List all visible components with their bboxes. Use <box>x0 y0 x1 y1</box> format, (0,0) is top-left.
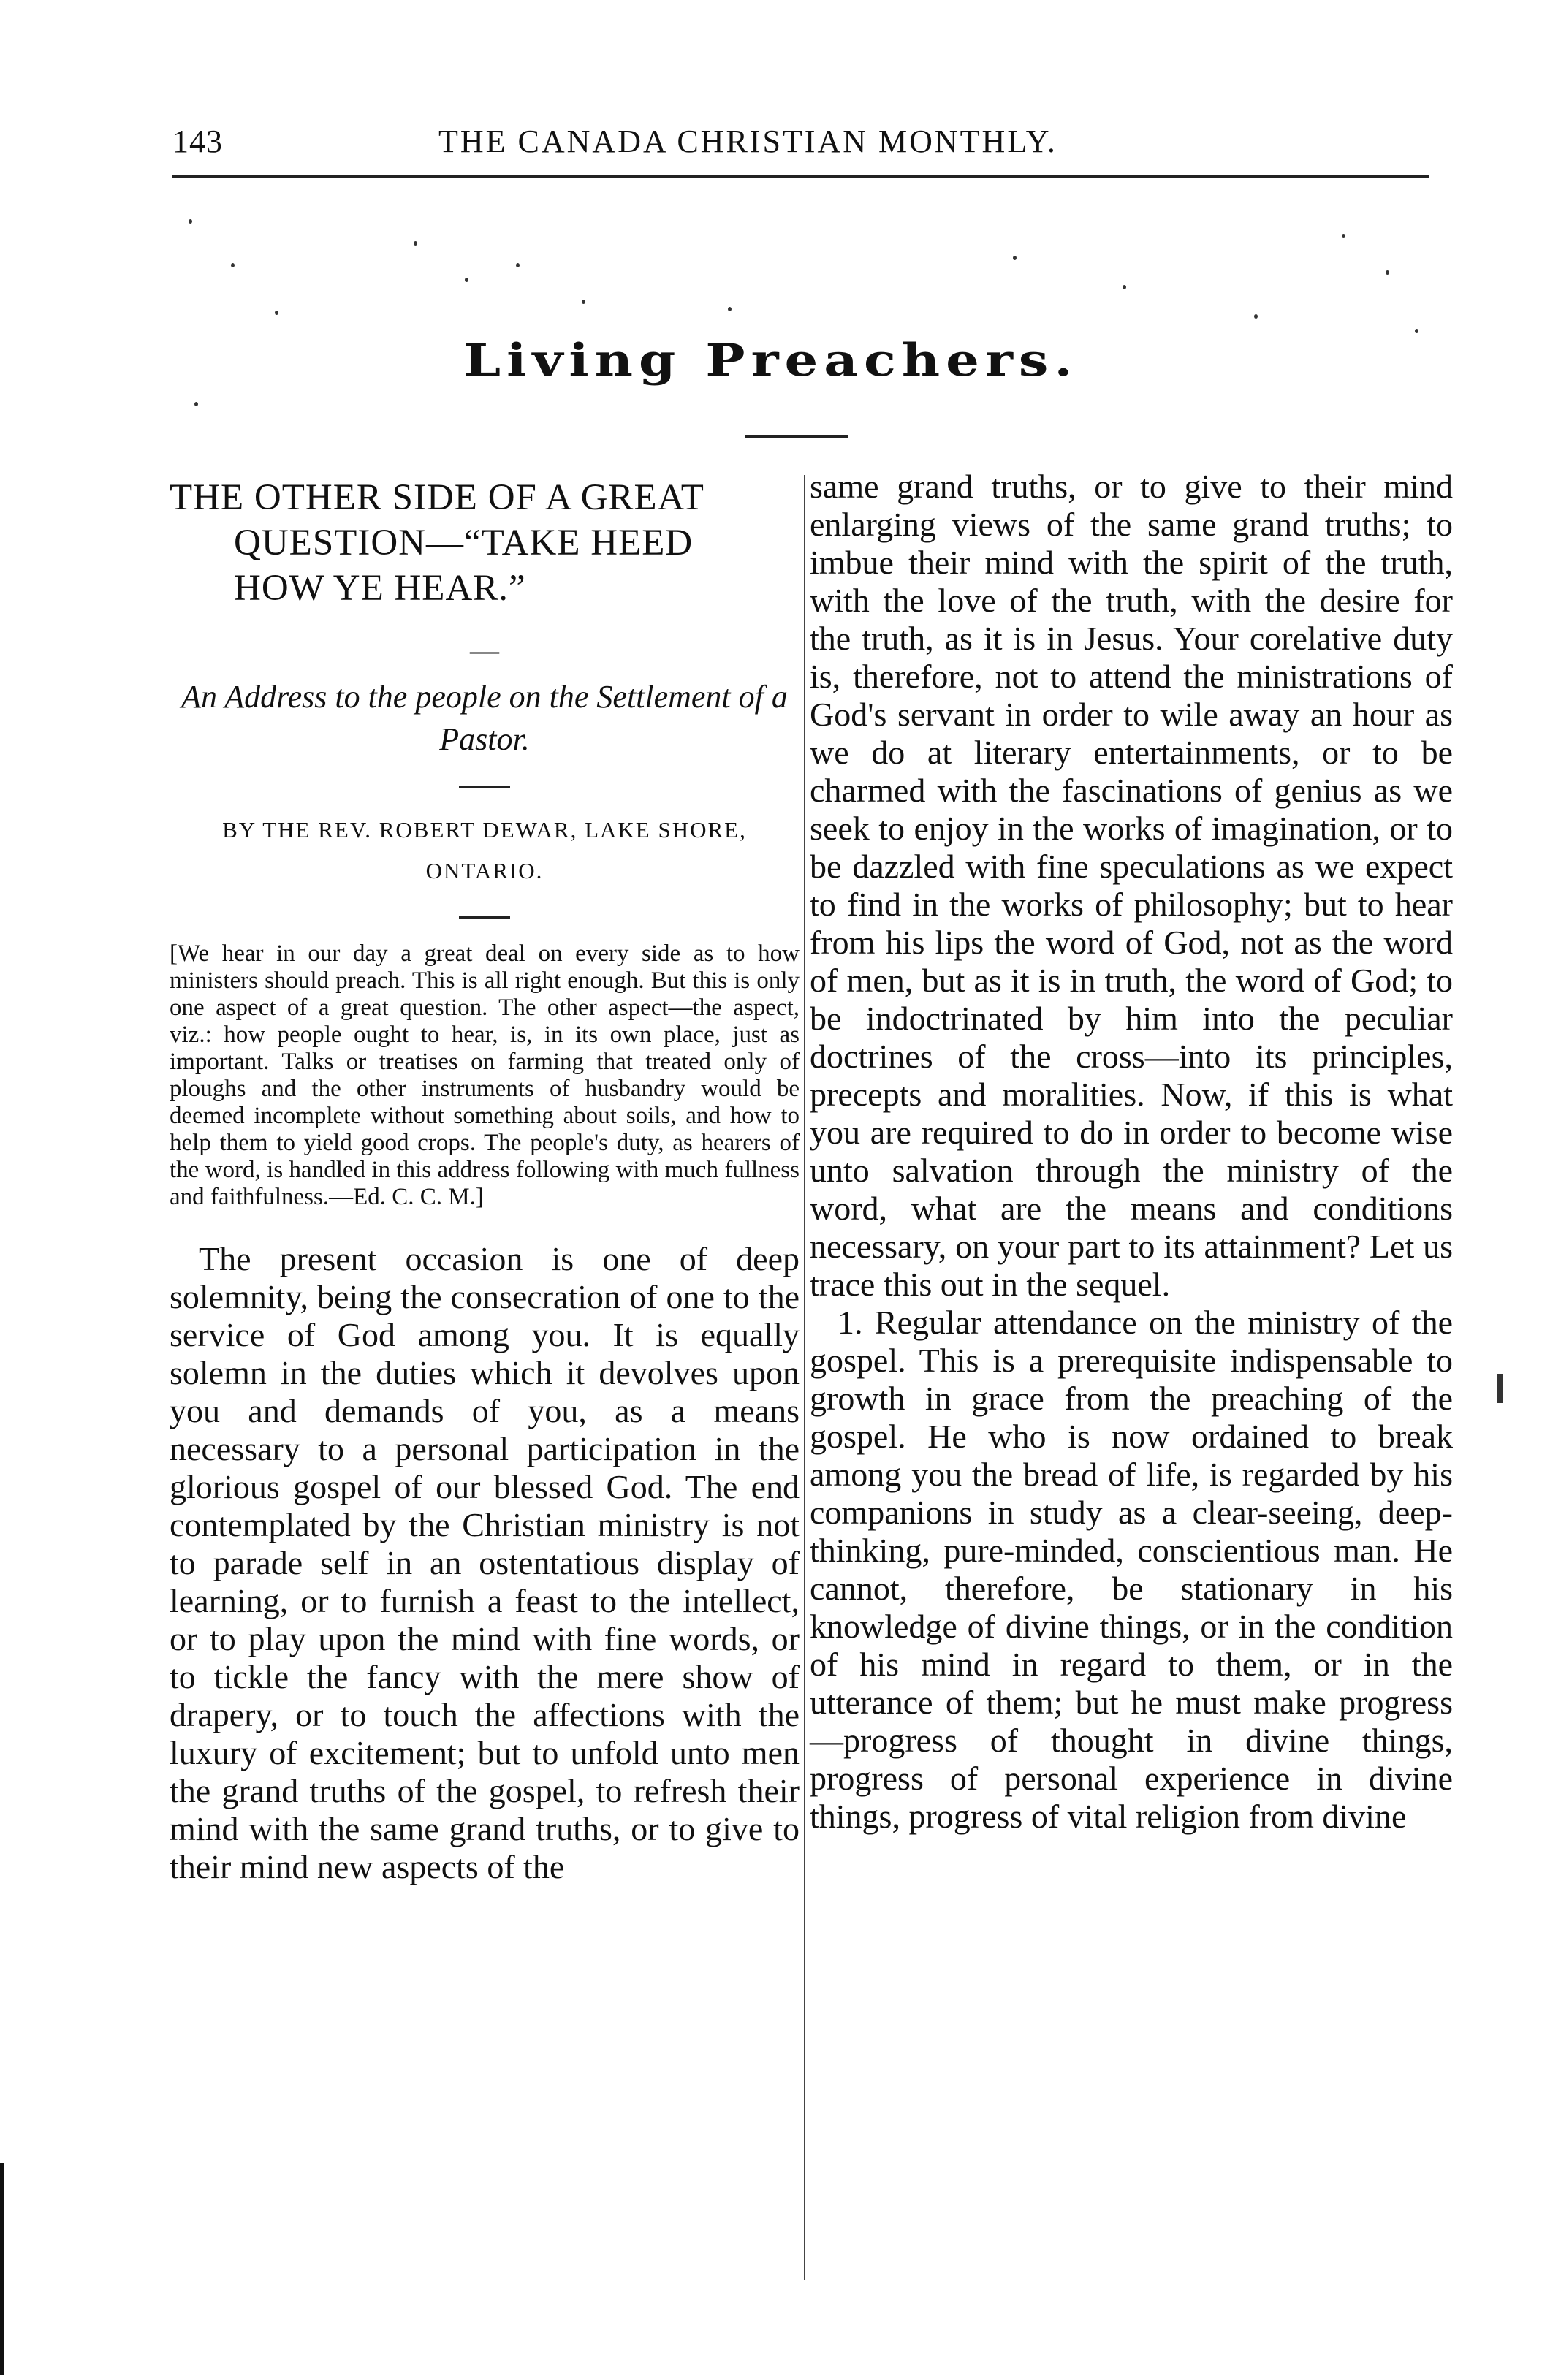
page-number: 143 <box>172 123 223 159</box>
running-title: THE CANADA CHRISTIAN MONTHLY. <box>438 123 1057 159</box>
article-title-line-3: HOW YE HEAR.” <box>234 568 526 609</box>
byline-rule <box>459 916 510 919</box>
right-column <box>810 462 1453 1836</box>
editor-note: [We hear in our day a great deal on every side as to how ministers should preach. This is all right enough. But this is only one aspect of a great question. The other aspect—the aspect, viz.: how people ought to hear, is, in its own place, just as important. Talks or treatises on farming that treated only of ploughs and the other instruments of husbandry would be deemed incomplete without something about soils, and how to help them to yield good crops. The people's duty, as hearers of the word, is handled in this address following with much fullness and faithfulness.—Ed. C. C. M.] <box>170 940 800 1210</box>
right-body-text <box>810 468 1453 1836</box>
margin-mark <box>1497 1374 1503 1403</box>
section-heading: Living Preachers. <box>463 333 1079 387</box>
margin-bar <box>0 2163 4 2375</box>
right-paragraph-1: same grand truths, or to give to their mind enlarging views of the same grand truths; to imbue their mind with the spirit of the truth, with the love of the truth, with the desire for the truth, as it is in Jesus. Your corelative duty is, therefore, not to attend the ministrations of God's servant in order to wile away an hour as we do at literary entertainments, or to be charmed with the fascinations of genius as we seek to enjoy in the works of imagination, or to be dazzled with fine speculations as we expect to find in the works of philosophy; but to hear from his lips the word of God, not as the word of men, but as it is in truth, the word of God; to be indoctrinated by him into the peculiar doctrines of the cross—into its principles, precepts and moralities. Now, if this is what you are required to do in order to become wise unto salvation through the ministry of the word, what are the means and conditions necessary, on your part to its attainment? Let us trace this out in the sequel. <box>810 468 1453 1303</box>
article-subtitle: An Address to the people on the Settlement of a Pastor. <box>181 679 788 757</box>
subtitle-rule <box>459 786 510 788</box>
print-specks <box>172 190 1429 424</box>
title-dash: — <box>470 634 499 666</box>
heading-rule <box>745 435 848 438</box>
article-title-line-1: THE OTHER SIDE OF A GREAT <box>170 477 704 518</box>
left-body-text: The present occasion is one of deep solemnity, being the consecration of one to the service of God among you. It is equally solemn in the duties which it devolves upon you and demands of you, as a means necessary to a personal participation in the glorious gospel of our blessed God. The end contemplated by the Christian ministry is not to parade self in an ostentatious display of learning, or to furnish a feast to the intellect, or to play upon the mind with fine words, or to tickle the fancy with the mere show of drapery, or to touch the affections with the luxury of excitement; but to unfold unto men the grand truths of the gospel, to refresh their mind with the same grand truths, or to give to their mind new aspects of the <box>170 1240 800 1885</box>
article-byline: BY THE REV. ROBERT DEWAR, LAKE SHORE, ONTARIO. <box>222 817 747 883</box>
article-title <box>170 475 800 611</box>
page-header <box>0 123 1542 167</box>
header-rule <box>172 175 1429 178</box>
article-title-line-2: QUESTION—“TAKE HEED <box>234 522 694 563</box>
column-divider <box>804 475 805 2280</box>
right-paragraph-2: 1. Regular attendance on the ministry of the gospel. This is a prerequisite indispensable to growth in grace from the preaching of the gospel. He who is now ordained to break among you the bread of life, is regarded by his companions in study as a clear-seeing, deep-thinking, pure-minded, conscientious man. He cannot, therefore, be stationary in his knowledge of divine things, or in the condition of his mind in regard to them, or in the utterance of them; but he must make progress—progress of thought in divine things, progress of personal experience in divine things, progress of vital religion from divine <box>810 1304 1453 1835</box>
left-column <box>170 462 800 1886</box>
